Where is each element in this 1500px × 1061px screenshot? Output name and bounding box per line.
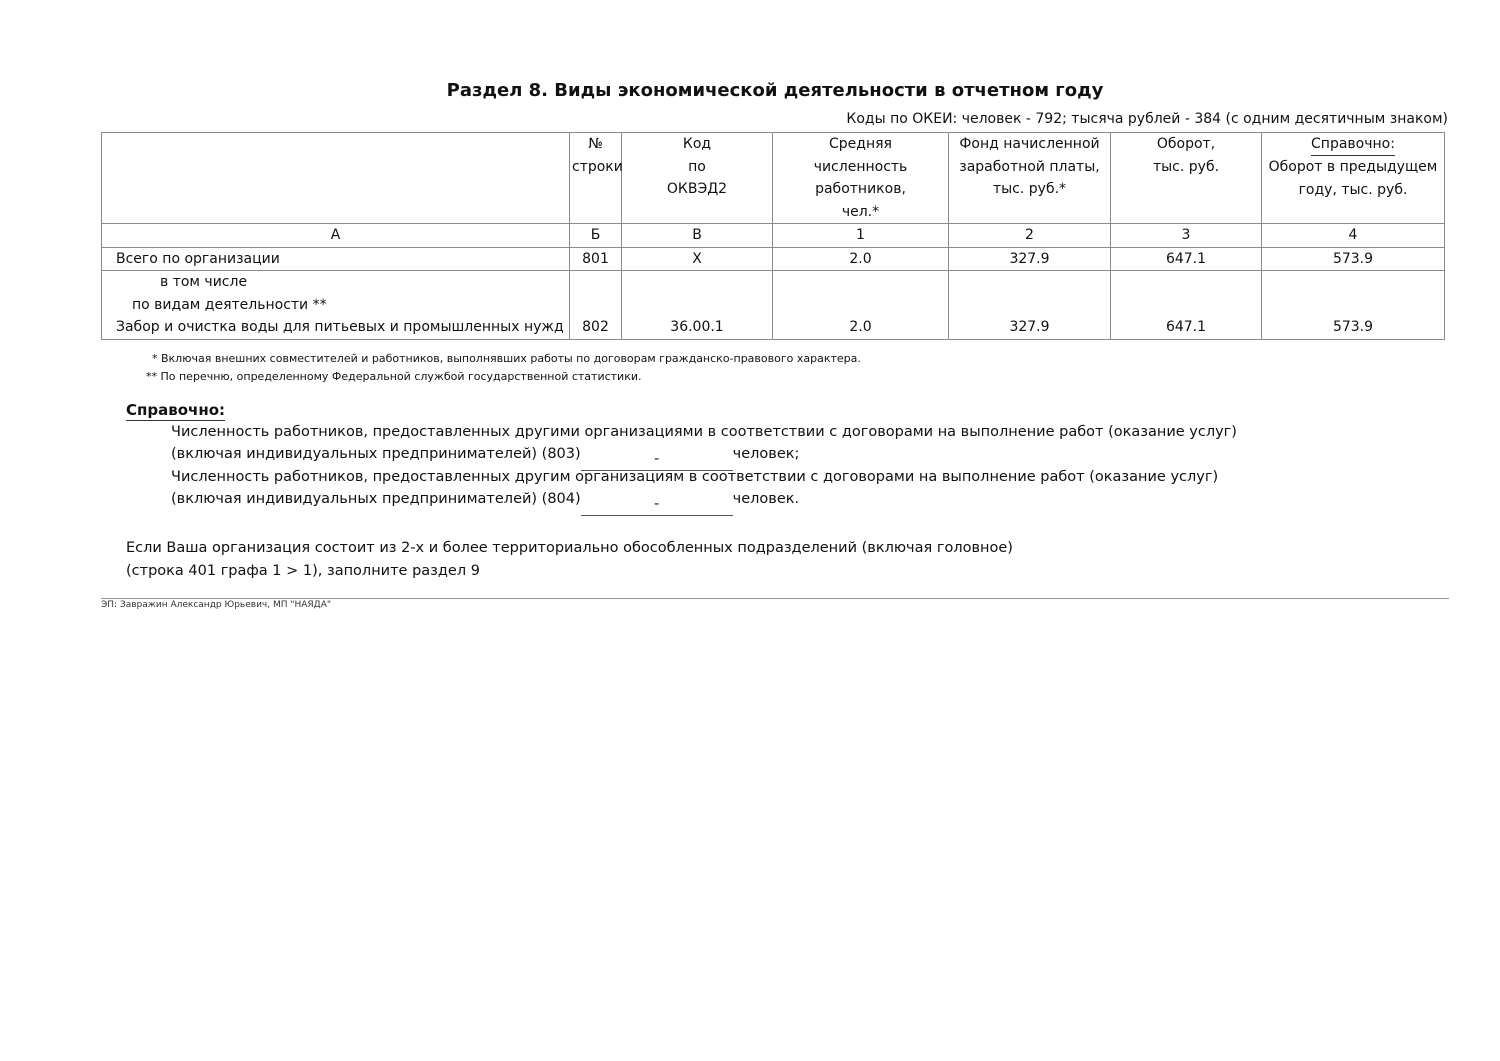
table-cell: 2.0 (773, 247, 949, 271)
detail-intro-2: по видам деятельности ** (132, 296, 327, 313)
field-803[interactable]: - (581, 448, 733, 471)
table-cell: А (102, 224, 570, 248)
footnote-1: * Включая внешних совместителей и работников, выполнявших работы по договорам гражданско-правового характера. (152, 352, 861, 365)
table-cell: 573.9 (1262, 247, 1445, 271)
table-cell: 4 (1262, 224, 1445, 248)
table-cell: Б (570, 224, 622, 248)
table-cell: 647.1 (1111, 271, 1262, 340)
reference-heading: Справочно: (126, 401, 225, 419)
table-cell: 36.00.1 (622, 271, 773, 340)
units-note: Коды по ОКЕИ: человек - 792; тысяча рублей - 384 (с одним десятичным знаком) (846, 111, 1448, 127)
detail-activity-name: Забор и очистка воды для питьевых и промышленных нужд (116, 319, 564, 335)
table-cell: 647.1 (1111, 247, 1262, 271)
header-turnover: Оборот, тыс. руб. (1111, 133, 1262, 224)
reference-line-1: Численность работников, предоставленных другими организациями в соответствии с договорами на выполнение работ (оказание услуг) (171, 424, 1237, 440)
section9-note-2: (строка 401 графа 1 > 1), заполните раздел 9 (126, 563, 480, 579)
reference-line-4: (включая индивидуальных предпринимателей) (804) - человек. (171, 491, 799, 516)
header-okved-code: Код по ОКВЭД2 (622, 133, 773, 224)
table-cell: 3 (1111, 224, 1262, 248)
reference-line-3: Численность работников, предоставленных другим организациям в соответствии с договорами на выполнение работ (оказание услуг) (171, 469, 1219, 485)
header-row-number: № строки (570, 133, 622, 224)
header-avg-headcount: Средняя численность работников, чел.* (773, 133, 949, 224)
section9-note-1: Если Ваша организация состоит из 2-х и более территориально обособленных подразделений (включая головное) (126, 540, 1013, 556)
table-row-detail (102, 271, 1445, 340)
table-cell: 802 (570, 271, 622, 340)
table-cell: 2.0 (773, 271, 949, 340)
table-cell: 327.9 (949, 271, 1111, 340)
table-cell: 573.9 (1262, 271, 1445, 340)
page-title: Раздел 8. Виды экономической деятельности в отчетном году (446, 80, 1104, 101)
detail-intro-1: в том числе (160, 274, 248, 290)
divider (101, 598, 1449, 599)
header-name (102, 133, 570, 224)
table-cell: Всего по организации (102, 247, 570, 271)
activity-table (101, 132, 1445, 340)
field-804[interactable]: - (581, 493, 733, 516)
header-payroll-fund: Фонд начисленной заработной платы, тыс. руб.* (949, 133, 1111, 224)
table-cell (102, 271, 570, 340)
table-cell: Х (622, 247, 773, 271)
column-letters-row (102, 224, 1445, 248)
table-header-row (102, 133, 1445, 224)
table-cell: 327.9 (949, 247, 1111, 271)
header-prev-turnover: Справочно: Оборот в предыдущем году, тыс. руб. (1262, 133, 1445, 224)
footnote-2: ** По перечню, определенному Федеральной службой государственной статистики. (146, 370, 642, 383)
table-cell: 2 (949, 224, 1111, 248)
table-cell: В (622, 224, 773, 248)
table-row-total (102, 247, 1445, 271)
table-cell: 801 (570, 247, 622, 271)
electronic-signature: ЭП: Завражин Александр Юрьевич, МП "НАЯДА" (101, 600, 331, 610)
reference-line-2: (включая индивидуальных предпринимателей) (803) - человек; (171, 446, 799, 471)
table-cell: 1 (773, 224, 949, 248)
